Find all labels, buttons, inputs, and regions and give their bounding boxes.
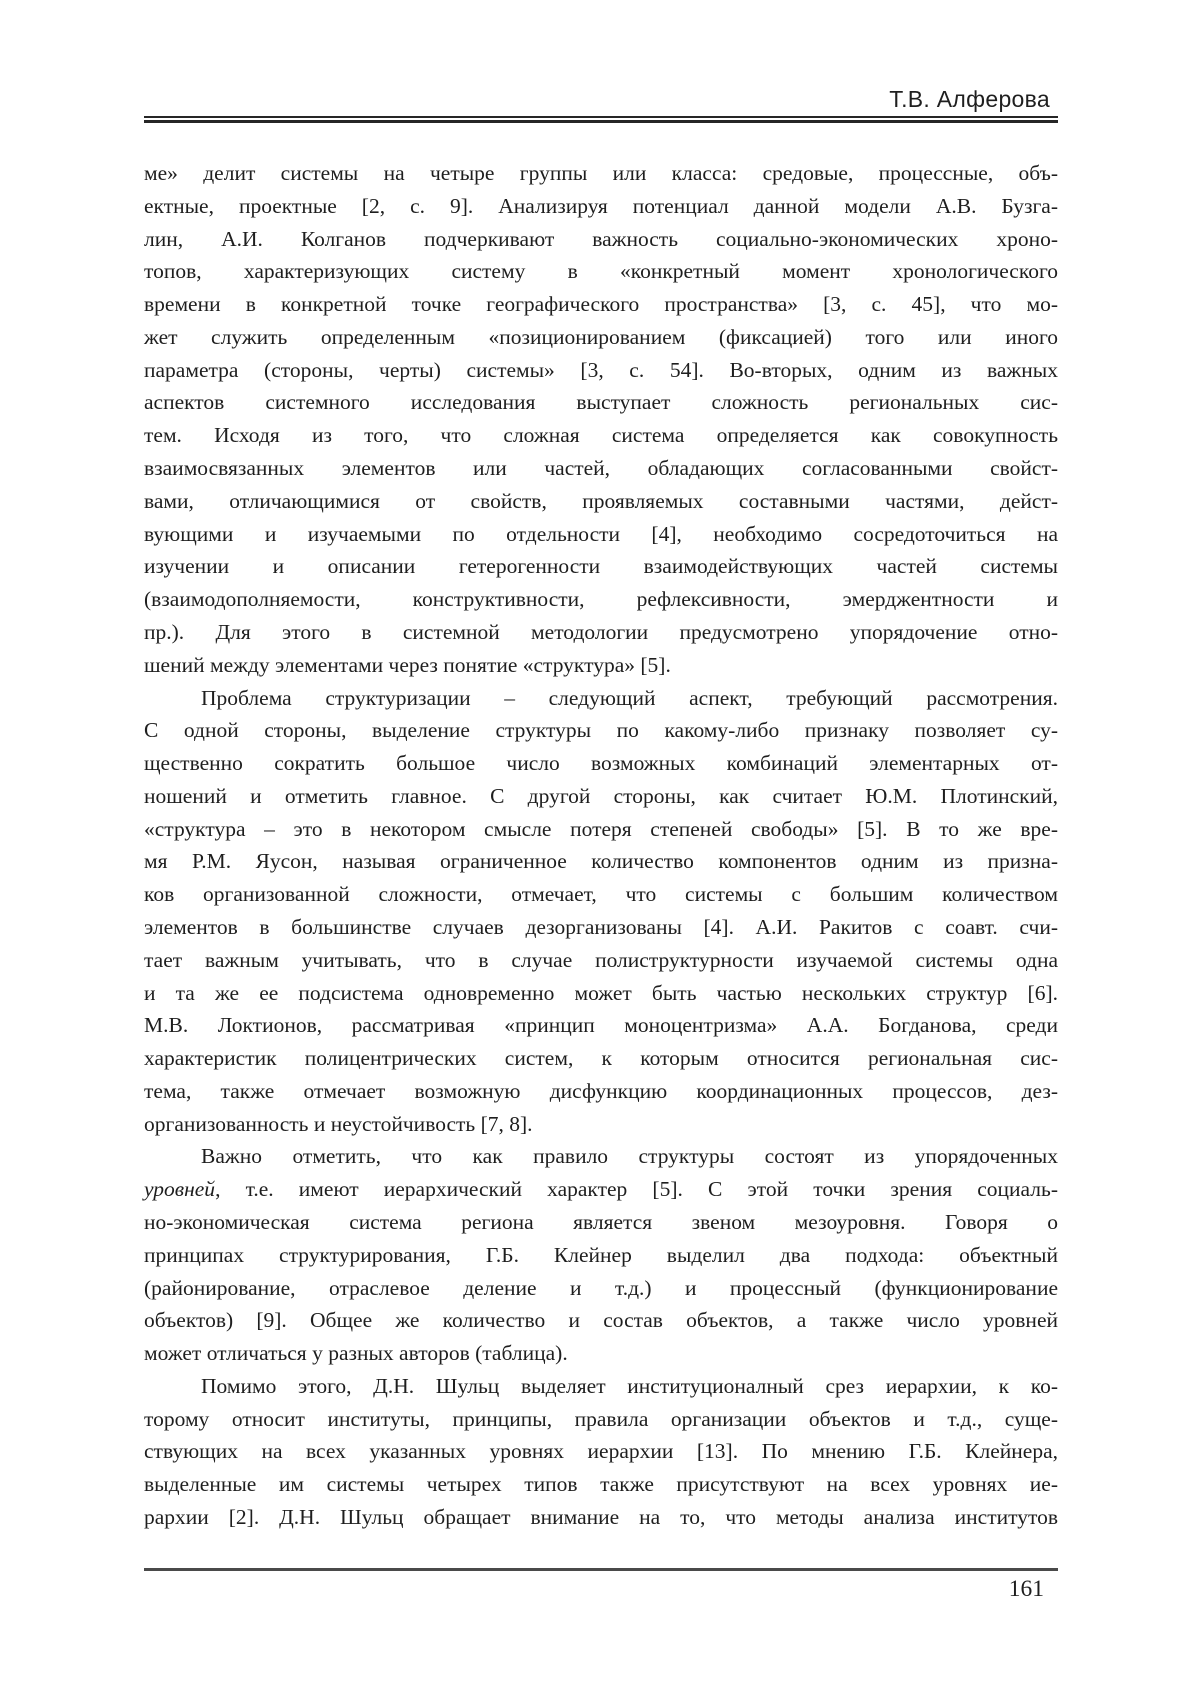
text-line: торому относит институты, принципы, правила организации объектов и т.д., суще- [144, 1406, 1058, 1431]
text-line: элементов в большинстве случаев дезорганизованы [4]. А.И. Ракитов с соавт. счи- [144, 914, 1058, 939]
text-line: (взаимодополняемости, конструктивности, рефлексивности, эмерджентности и [144, 587, 1058, 612]
text-line: ствующих на всех указанных уровнях иерархии [13]. По мнению Г.Б. Клейнера, [144, 1439, 1058, 1464]
text-line: взаимосвязанных элементов или частей, обладающих согласованными свойст- [144, 456, 1058, 481]
text-line: рархии [2]. Д.Н. Шульц обращает внимание на то, что методы анализа институтов [144, 1505, 1058, 1530]
text-line: лин, А.И. Колганов подчеркивают важность социально-экономических хроно- [144, 226, 1058, 251]
text-line: топов, характеризующих систему в «конкретный момент хронологического [144, 259, 1058, 284]
text-line: изучении и описании гетерогенности взаимодействующих частей системы [144, 554, 1058, 579]
running-head: Т.В. Алферова [889, 86, 1050, 112]
text-line: организованность и неустойчивость [7, 8]. [144, 1111, 533, 1136]
text-line: вами, отличающимися от свойств, проявляемых составными частями, дейст- [144, 488, 1058, 513]
text-line: и та же ее подсистема одновременно может быть частью нескольких структур [6]. [144, 980, 1058, 1005]
text-line: жет служить определенным «позиционированием (фиксацией) того или иного [144, 324, 1058, 349]
text-line: но-экономическая система региона является звеном мезоуровня. Говоря о [144, 1210, 1058, 1234]
text-line [144, 1173, 1058, 1206]
text-line: характеристик полицентрических систем, к которым относится региональная сис- [144, 1046, 1058, 1071]
text-line: «структура – это в некотором смысле потеря степеней свободы» [5]. В то же вре- [144, 816, 1058, 841]
text-line: аспектов системного исследования выступает сложность региональных сис- [144, 390, 1058, 415]
text-line: ков организованной сложности, отмечает, что системы с большим количеством [144, 882, 1058, 907]
text-line: может отличаться у разных авторов (таблица). [144, 1341, 568, 1366]
text-line: щественно сократить большое число возможных комбинаций элементарных от- [144, 751, 1058, 776]
text-line: выделенные им системы четырех типов также присутствуют на всех уровнях ие- [144, 1472, 1058, 1497]
text-line: Проблема структуризации – следующий аспект, требующий рассмотрения. [201, 685, 1058, 710]
footer-rule [144, 1568, 1058, 1571]
text-line: параметра (стороны, черты) системы» [3, с. 54]. Во-вторых, одним из важных [144, 357, 1058, 382]
text-segment: , т.е. имеют иерархический характер [5]. С этой точки зрения социаль- [215, 1177, 1058, 1202]
page-number: 161 [1008, 1576, 1044, 1602]
text-line: С одной стороны, выделение структуры по какому-либо признаку позволяет су- [144, 718, 1058, 743]
text-line: М.В. Локтионов, рассматривая «принцип моноцентризма» А.А. Богданова, среди [144, 1013, 1058, 1038]
header-rule [144, 116, 1058, 123]
text-line: времени в конкретной точке географического пространства» [3, с. 45], что мо- [144, 292, 1058, 317]
body-text [144, 157, 1058, 1534]
text-line: ектные, проектные [2, с. 9]. Анализируя потенциал данной модели А.В. Бузга- [144, 193, 1058, 218]
text-line: тема, также отмечает возможную дисфункцию координационных процессов, дез- [144, 1078, 1058, 1103]
text-line: тает важным учитывать, что в случае полиструктурности изучаемой системы одна [144, 947, 1058, 972]
text-line: мя Р.М. Яусон, называя ограниченное количество компонентов одним из призна- [144, 849, 1058, 874]
text-line: ношений и отметить главное. С другой стороны, как считает Ю.М. Плотинский, [144, 783, 1058, 808]
text-line: шений между элементами через понятие «структура» [5]. [144, 652, 671, 677]
text-line: вующими и изучаемыми по отдельности [4], необходимо сосредоточиться на [144, 521, 1058, 546]
text-line: тем. Исходя из того, что сложная система определяется как совокупность [144, 423, 1058, 448]
text-line: ме» делит системы на четыре группы или класса: средовые, процессные, объ- [144, 161, 1058, 185]
text-line: принципах структурирования, Г.Б. Клейнер выделил два подхода: объектный [144, 1242, 1058, 1267]
text-line: Помимо этого, Д.Н. Шульц выделяет институционалный срез иерархии, к ко- [201, 1373, 1058, 1398]
text-line: Важно отметить, что как правило структуры состоят из упорядоченных [201, 1144, 1058, 1169]
text-line: объектов) [9]. Общее же количество и состав объектов, а также число уровней [144, 1308, 1058, 1333]
text-line: (районирование, отраслевое деление и т.д.) и процессный (функционирование [144, 1275, 1058, 1300]
italic-term: уровней [144, 1177, 216, 1202]
text-line: пр.). Для этого в системной методологии предусмотрено упорядочение отно- [144, 619, 1058, 644]
